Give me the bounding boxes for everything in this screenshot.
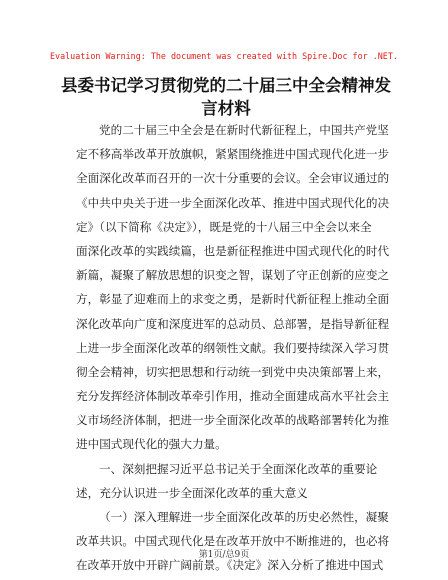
body-line: 定》（以下简称《决定》），既是党的十八届三中全会以来全 — [76, 219, 372, 234]
body-line: 方，彰显了迎难而上的求变之勇，是新时代新征程上推动全面 — [76, 292, 390, 307]
body-line: 上进一步全面深化改革的纲领性文献。我们要持续深入学习贯 — [76, 340, 390, 355]
body-line: 面深化改革的实践续篇，也是新征程推进中国式现代化的时代 — [76, 243, 390, 258]
evaluation-warning: Evaluation Warning: The document was created with Spire.Doc for .NET. — [50, 51, 398, 61]
body-line: 党的二十届三中全会是在新时代新征程上，中国共产党坚 — [99, 123, 389, 137]
body-line: 义市场经济体制，把进一步全面深化改革的战略部署转化为推 — [76, 413, 390, 428]
document-title: 县委书记学习贯彻党的二十届三中全会精神发言材料 — [61, 76, 391, 118]
document-body — [76, 118, 394, 578]
body-line: 充分发挥经济体制改革牵引作用，推动全面建成高水平社会主 — [76, 389, 390, 404]
body-line: 新篇，凝聚了解放思想的识变之智，谋划了守正创新的应变之 — [76, 268, 390, 283]
page-number: 第1页/总9页 — [198, 550, 250, 560]
body-line: 彻全会精神，切实把思想和行动统一到党中央决策部署上来， — [76, 364, 390, 379]
body-line: （一）深入理解进一步全面深化改革的历史必然性，凝聚 — [99, 510, 389, 524]
body-line: 《中共中央关于进一步全面深化改革、推进中国式现代化的决 — [76, 195, 390, 210]
section-heading-line: 一、深刻把握习近平总书记关于全面深化改革的重要论 — [99, 461, 378, 476]
body-line: 深化改革向广度和深度进军的总动员、总部署，是指导新征程 — [76, 316, 390, 331]
body-line: 改革共识。中国式现代化是在改革开放中不断推进的，也必将 — [76, 534, 390, 549]
section-heading-line: 述，充分认识进一步全面深化改革的重大意义 — [76, 485, 308, 500]
body-line: 在改革开放中开辟广阔前景。《决定》深入分析了推进中国式 — [76, 558, 384, 573]
body-line: 定不移高举改革开放旗帜，紧紧围绕推进中国式现代化进一步 — [76, 147, 390, 162]
body-line: 全面深化改革而召开的一次十分重要的会议。全会审议通过的 — [76, 171, 390, 186]
body-line: 进中国式现代化的强大力量。 — [76, 437, 227, 452]
